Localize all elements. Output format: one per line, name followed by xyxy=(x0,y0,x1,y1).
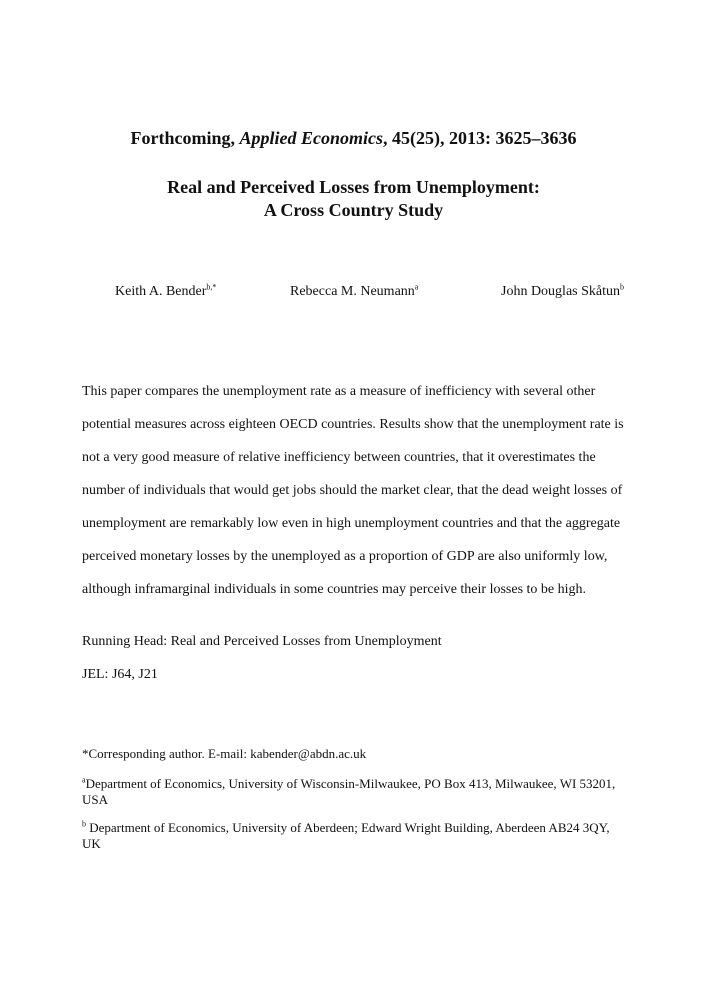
author-name: John Douglas Skåtun xyxy=(501,284,620,299)
abstract-line: although inframarginal individuals in some countries may perceive their losses to be high. xyxy=(82,582,587,597)
abstract-line: This paper compares the unemployment rate as a measure of inefficiency with several other xyxy=(82,384,596,399)
author-3 xyxy=(501,284,624,300)
paper-title-line-2: A Cross Country Study xyxy=(263,200,444,220)
affiliation-mark: a xyxy=(82,775,86,785)
abstract-line: number of individuals that would get jobs should the market clear, that the dead weight losses of xyxy=(82,483,623,498)
paper-title-line-1: Real and Perceived Losses from Unemployment: xyxy=(167,177,540,197)
author-name: Keith A. Bender xyxy=(115,284,207,299)
affiliation-mark: b xyxy=(82,819,86,829)
publication-info xyxy=(0,128,707,149)
affiliation-b xyxy=(82,820,622,852)
author-affiliation-mark: b,* xyxy=(206,282,217,292)
affiliation-b-line-2: UK xyxy=(82,836,101,851)
affiliation-a xyxy=(82,776,622,808)
affiliation-a-line-1: $^a$Department of Economics, University of Wisconsin-Milwaukee, PO Box 413, Milwaukee, WI 53201, xyxy=(82,775,616,791)
affiliation-b-line-1: $^b$ Department of Economics, University of Aberdeen; Edward Wright Building, Aberdeen AB24 3QY, xyxy=(82,819,610,835)
abstract-line: unemployment are remarkably low even in high unemployment countries and that the aggregate xyxy=(82,516,621,531)
author-1 xyxy=(115,284,216,300)
author-name: Rebecca M. Neumann xyxy=(290,284,415,299)
forthcoming-label: Forthcoming, xyxy=(130,128,240,148)
corresponding-author-note: *Corresponding author. E-mail: kabender@abdn.ac.uk xyxy=(82,746,367,761)
abstract-line: perceived monetary losses by the unemployed as a proportion of GDP are also uniformly low, xyxy=(82,549,608,564)
abstract-line: not a very good measure of relative inefficiency between countries, that it overestimates the xyxy=(82,450,596,465)
author-affiliation-mark: a xyxy=(414,282,419,292)
running-head: Running Head: Real and Perceived Losses from Unemployment xyxy=(82,634,442,649)
abstract-line: potential measures across eighteen OECD countries. Results show that the unemployment rate is xyxy=(82,417,624,432)
author-2 xyxy=(290,284,418,300)
author-affiliation-mark: b xyxy=(620,282,624,292)
jel-codes: JEL: J64, J21 xyxy=(82,667,158,682)
citation-details: , 45(25), 2013: 3625–3636 xyxy=(383,128,577,148)
journal-name: Applied Economics xyxy=(239,128,383,148)
affiliation-a-line-2: USA xyxy=(82,792,109,807)
abstract xyxy=(82,375,632,606)
